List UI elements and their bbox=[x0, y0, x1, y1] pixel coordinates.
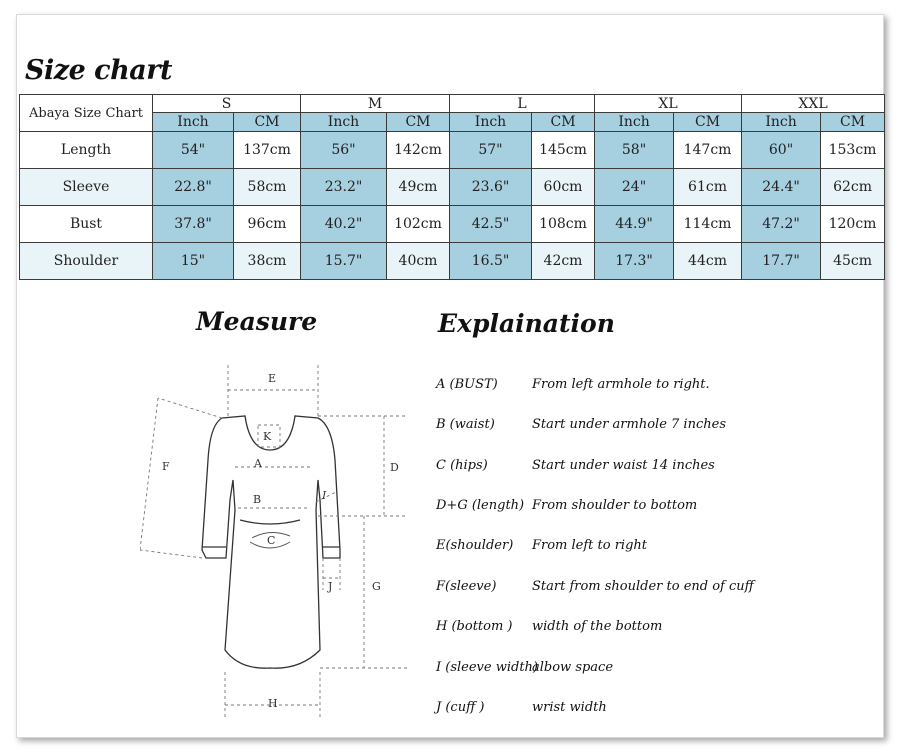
explanation-desc: Start under armhole 7 inches bbox=[532, 417, 726, 432]
table-row bbox=[20, 243, 885, 280]
table-cell: 147cm bbox=[674, 132, 742, 169]
table-cell: 17.3" bbox=[595, 243, 674, 280]
explanation-desc: wrist width bbox=[532, 700, 607, 715]
explanation-key: C (hips) bbox=[436, 458, 488, 473]
size-header-m: M bbox=[301, 95, 450, 113]
row-label: Shoulder bbox=[20, 243, 153, 280]
table-cell: 40.2" bbox=[301, 206, 387, 243]
explanation-key: A (BUST) bbox=[436, 377, 498, 392]
explanation-key: D+G (length) bbox=[436, 498, 525, 513]
diagram-label-b: B bbox=[253, 493, 262, 506]
table-cell: 45cm bbox=[821, 243, 885, 280]
table-cell: 57" bbox=[450, 132, 532, 169]
table-cell: 49cm bbox=[387, 169, 450, 206]
table-cell: 16.5" bbox=[450, 243, 532, 280]
explanation-desc: From left to right bbox=[532, 538, 648, 553]
table-cell: 120cm bbox=[821, 206, 885, 243]
explanation-desc: Start under waist 14 inches bbox=[532, 458, 715, 473]
explanation-desc: From left armhole to right. bbox=[532, 377, 710, 392]
table-cell: 60" bbox=[742, 132, 821, 169]
table-cell: 56" bbox=[301, 132, 387, 169]
table-corner-label: Abaya Size Chart bbox=[20, 95, 153, 132]
unit-header: CM bbox=[234, 113, 301, 132]
page-title: Size chart bbox=[25, 55, 172, 86]
unit-header: Inch bbox=[595, 113, 674, 132]
table-cell: 42.5" bbox=[450, 206, 532, 243]
table-cell: 23.2" bbox=[301, 169, 387, 206]
explanation-key: F(sleeve) bbox=[436, 579, 497, 594]
table-cell: 153cm bbox=[821, 132, 885, 169]
diagram-label-h: H bbox=[268, 697, 278, 710]
explanation-key: H (bottom ) bbox=[436, 619, 513, 634]
table-cell: 60cm bbox=[532, 169, 595, 206]
diagram-label-i: I bbox=[322, 489, 327, 502]
table-cell: 40cm bbox=[387, 243, 450, 280]
table-cell: 114cm bbox=[674, 206, 742, 243]
table-cell: 42cm bbox=[532, 243, 595, 280]
unit-header: Inch bbox=[742, 113, 821, 132]
table-row bbox=[20, 132, 885, 169]
table-cell: 17.7" bbox=[742, 243, 821, 280]
explanation-desc: From shoulder to bottom bbox=[532, 498, 698, 513]
table-cell: 61cm bbox=[674, 169, 742, 206]
table-row bbox=[20, 206, 885, 243]
table-cell: 54" bbox=[153, 132, 234, 169]
diagram-label-j: J bbox=[328, 580, 333, 593]
diagram-label-c: C bbox=[267, 534, 276, 547]
size-table bbox=[19, 94, 885, 280]
table-cell: 102cm bbox=[387, 206, 450, 243]
table-cell: 108cm bbox=[532, 206, 595, 243]
unit-header: Inch bbox=[153, 113, 234, 132]
table-cell: 58" bbox=[595, 132, 674, 169]
size-header-s: S bbox=[153, 95, 301, 113]
explanation-desc: width of the bottom bbox=[532, 619, 663, 634]
abaya-measurement-diagram bbox=[140, 350, 410, 725]
table-cell: 145cm bbox=[532, 132, 595, 169]
diagram-label-g: G bbox=[372, 580, 381, 593]
measure-title: Measure bbox=[196, 307, 318, 336]
table-cell: 142cm bbox=[387, 132, 450, 169]
table-cell: 44.9" bbox=[595, 206, 674, 243]
size-header-xl: XL bbox=[595, 95, 742, 113]
table-cell: 44cm bbox=[674, 243, 742, 280]
unit-header: Inch bbox=[450, 113, 532, 132]
table-cell: 15.7" bbox=[301, 243, 387, 280]
table-row bbox=[20, 169, 885, 206]
unit-header: CM bbox=[674, 113, 742, 132]
diagram-label-f: F bbox=[162, 460, 170, 473]
table-cell: 47.2" bbox=[742, 206, 821, 243]
table-cell: 137cm bbox=[234, 132, 301, 169]
diagram-label-d: D bbox=[390, 461, 399, 474]
size-header-l: L bbox=[450, 95, 595, 113]
unit-header: Inch bbox=[301, 113, 387, 132]
explanation-desc: Start from shoulder to end of cuff bbox=[532, 579, 754, 594]
row-label: Length bbox=[20, 132, 153, 169]
table-cell: 23.6" bbox=[450, 169, 532, 206]
diagram-label-a: A bbox=[254, 457, 262, 470]
explanation-desc: albow space bbox=[532, 660, 614, 675]
table-cell: 24" bbox=[595, 169, 674, 206]
explanation-key: E(shoulder) bbox=[436, 538, 514, 553]
explanation-title: Explaination bbox=[438, 309, 615, 338]
table-cell: 24.4" bbox=[742, 169, 821, 206]
diagram-label-k: K bbox=[263, 430, 272, 443]
row-label: Bust bbox=[20, 206, 153, 243]
row-label: Sleeve bbox=[20, 169, 153, 206]
unit-header: CM bbox=[387, 113, 450, 132]
table-cell: 22.8" bbox=[153, 169, 234, 206]
explanation-key: B (waist) bbox=[436, 417, 495, 432]
table-cell: 37.8" bbox=[153, 206, 234, 243]
table-cell: 62cm bbox=[821, 169, 885, 206]
table-cell: 38cm bbox=[234, 243, 301, 280]
diagram-label-e: E bbox=[268, 372, 277, 385]
unit-header: CM bbox=[532, 113, 595, 132]
explanation-key: I (sleeve width) bbox=[436, 660, 539, 675]
table-cell: 58cm bbox=[234, 169, 301, 206]
unit-header: CM bbox=[821, 113, 885, 132]
table-cell: 15" bbox=[153, 243, 234, 280]
size-header-xxl: XXL bbox=[742, 95, 885, 113]
explanation-key: J (cuff ) bbox=[436, 700, 485, 715]
table-cell: 96cm bbox=[234, 206, 301, 243]
